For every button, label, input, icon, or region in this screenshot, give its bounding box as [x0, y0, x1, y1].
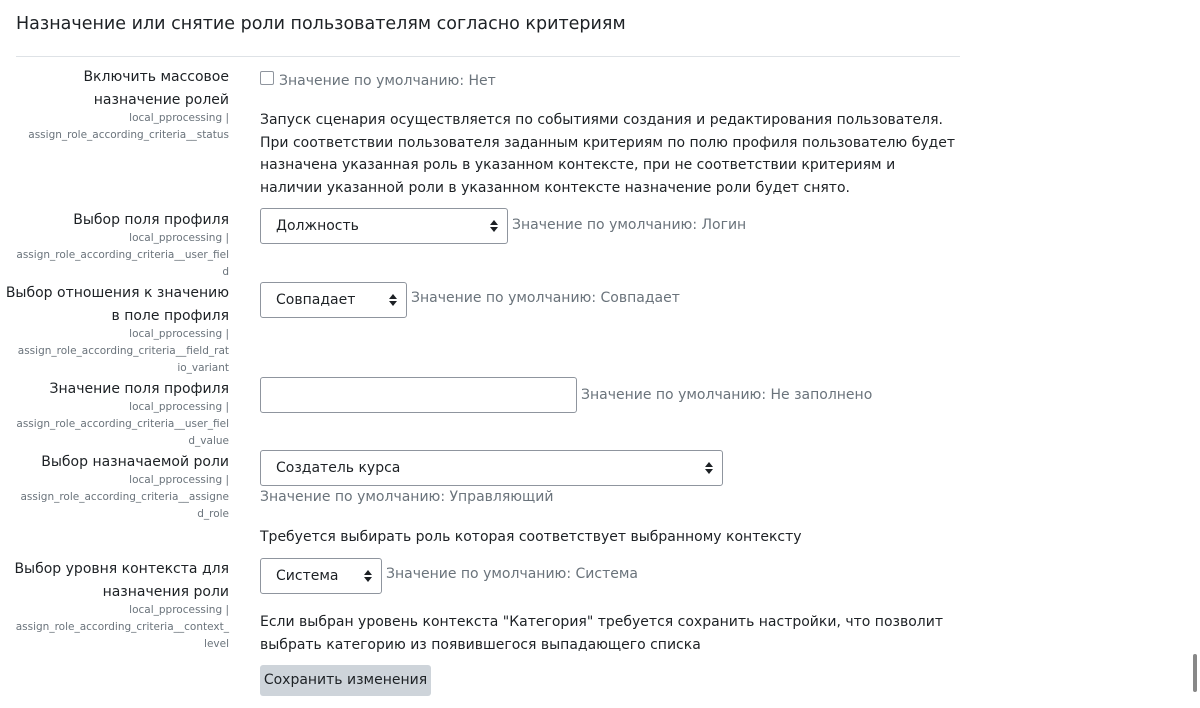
profile-field-label: Выбор поля профиля	[73, 212, 229, 228]
enable-label	[83, 66, 229, 111]
field-ratio-id-line2: assign_role_according_criteria__field_ratio_variant	[17, 345, 229, 374]
context-level-id-line2: assign_role_according_criteria__context_level	[15, 621, 229, 650]
enable-id-line2: assign_role_according_criteria__status	[28, 129, 229, 141]
enable-label-line1: Включить массовое	[83, 69, 229, 85]
select-caret-icon	[389, 294, 397, 306]
select-caret-icon	[364, 570, 372, 582]
context-level-label-line2: назначения роли	[102, 583, 229, 600]
page-scrollbar[interactable]	[1190, 0, 1200, 708]
enable-id-line1: local_pprocessing |	[129, 112, 229, 124]
field-value-setting-id	[15, 399, 229, 450]
profile-field-setting-id	[15, 230, 229, 281]
assigned-role-setting-id	[15, 472, 229, 523]
enable-checkbox[interactable]	[260, 71, 274, 85]
context-level-label-line1: Выбор уровня контекста для	[14, 561, 229, 577]
assigned-role-id-line1: local_pprocessing |	[129, 474, 229, 486]
profile-field-default-hint: Значение по умолчанию: Логин	[512, 217, 747, 233]
enable-description: Запуск сценария осуществляется по событиями создания и редактирования пользователя. При соответствии пользователя заданным критериям по полю профиля пользователю будет назначена указанная роль в указанном контексте, при не соответствии критериям и наличии указанной роли в указанном контексте назначение роли будет снято.	[260, 112, 955, 196]
field-value-id-line2: assign_role_according_criteria__user_field_value	[16, 418, 229, 447]
context-level-select[interactable]	[260, 558, 382, 594]
select-caret-icon	[490, 220, 498, 232]
save-changes-button[interactable]: Сохранить изменения	[260, 665, 431, 696]
enable-default-hint: Значение по умолчанию: Нет	[279, 73, 496, 89]
assigned-role-select-value: Создатель курса	[276, 460, 401, 476]
context-level-description: Если выбран уровень контекста "Категория" требуется сохранить настройки, что позволит выбрать категорию из появившегося выпадающего списка	[260, 614, 943, 653]
assigned-role-id-line2: assign_role_according_criteria__assigned_role	[20, 491, 229, 520]
profile-field-select[interactable]	[260, 208, 508, 244]
field-ratio-label-line2: в поле профиля	[111, 307, 229, 324]
field-value-id-line1: local_pprocessing |	[129, 401, 229, 413]
field-value-input[interactable]	[260, 377, 577, 413]
assigned-role-default-hint: Значение по умолчанию: Управляющий	[260, 489, 554, 505]
assigned-role-description: Требуется выбирать роль которая соответствует выбранному контексту	[260, 529, 802, 545]
assigned-role-select[interactable]	[260, 450, 723, 486]
profile-field-id-line2: assign_role_according_criteria__user_field	[16, 249, 229, 278]
context-level-label	[14, 558, 229, 603]
title-divider	[16, 56, 960, 57]
field-ratio-default-hint: Значение по умолчанию: Совпадает	[411, 290, 680, 306]
field-value-label: Значение поля профиля	[49, 381, 229, 397]
assigned-role-label: Выбор назначаемой роли	[41, 454, 229, 470]
select-caret-icon	[705, 462, 713, 474]
context-level-select-value: Система	[276, 568, 339, 584]
enable-label-line2: назначение ролей	[93, 91, 229, 108]
context-level-id-line1: local_pprocessing |	[129, 604, 229, 616]
scrollbar-thumb[interactable]	[1193, 654, 1197, 692]
field-ratio-id-line1: local_pprocessing |	[129, 328, 229, 340]
field-ratio-label	[6, 282, 229, 327]
field-ratio-setting-id	[15, 326, 229, 377]
context-level-setting-id	[15, 602, 229, 653]
field-ratio-label-line1: Выбор отношения к значению	[5, 285, 229, 301]
profile-field-id-line1: local_pprocessing |	[129, 232, 229, 244]
field-value-default-hint: Значение по умолчанию: Не заполнено	[581, 387, 873, 403]
context-level-default-hint: Значение по умолчанию: Система	[386, 566, 638, 582]
enable-setting-id	[15, 110, 229, 144]
profile-field-select-value: Должность	[276, 218, 359, 234]
page-title: Назначение или снятие роли пользователям согласно критериям	[16, 14, 626, 34]
field-ratio-select-value: Совпадает	[276, 292, 356, 308]
field-ratio-select[interactable]	[260, 282, 407, 318]
